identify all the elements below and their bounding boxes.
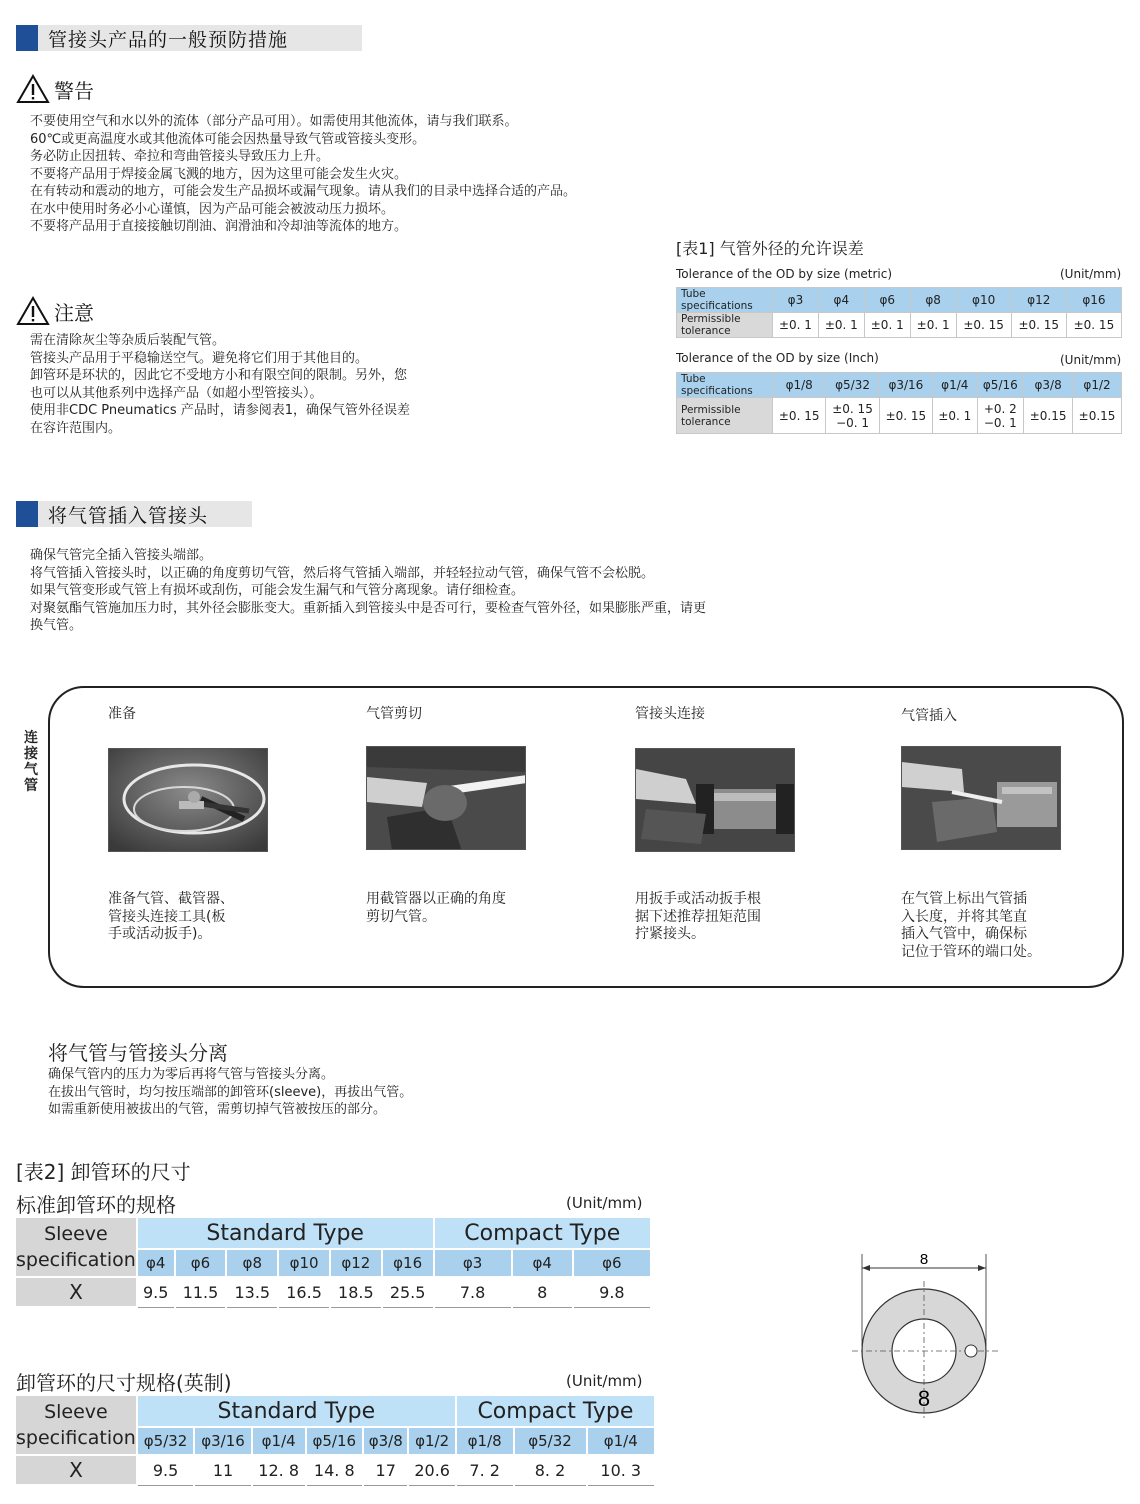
size-cell: φ6 [573, 1249, 651, 1277]
tol-a: ±0. 15 [832, 401, 873, 416]
caution-title: 注意 [54, 300, 94, 325]
size-cell: φ6 [864, 288, 910, 313]
photo-fitting-connection [635, 748, 795, 852]
insert-line: 确保气管完全插入管接头端部。 [30, 548, 213, 563]
desc-line: 用扳手或活动扳手根 [635, 891, 761, 907]
sleeve-notch [965, 1345, 977, 1357]
separate-line: 在拔出气管时，均匀按压端部的卸管环(sleeve)，再拔出气管。 [48, 1084, 413, 1100]
table1-metric-unit: (Unit/mm) [1060, 267, 1122, 281]
section-header-precautions [16, 25, 362, 51]
warning-line: 在有转动和震动的地方，可能会发生产品损坏或漏气现象。请从我们的目录中选择合适的产品。 [30, 184, 577, 199]
row-label: Permissible tolerance [677, 313, 773, 338]
tol-a: ±0. 15 [778, 408, 820, 423]
size-cell: φ4 [512, 1249, 573, 1277]
desc-line: 插入气管中，确保标 [901, 926, 1027, 942]
desc-line: 入长度，并将其笔直 [901, 908, 1027, 925]
size-cell: φ1/8 [773, 373, 826, 398]
tolerance-cell: ±0. 1 [818, 313, 864, 338]
spec-label: Sleeve [44, 1223, 108, 1245]
insert-text [30, 547, 706, 635]
caution-line: 在容许范围内。 [30, 420, 122, 436]
value-cell: 9.5 [137, 1455, 194, 1485]
warning-line: 不要将产品用于直接接触切削油、润滑油和冷却油等流体的地方。 [30, 219, 408, 234]
side-char: 气 [24, 762, 38, 778]
size-cell: φ3/8 [1024, 373, 1073, 398]
desc-line: 记位于管环的端口处。 [901, 943, 1041, 960]
size-cell: φ3 [773, 288, 819, 313]
step-desc-fitting [635, 891, 761, 944]
separate-line: 确保气管内的压力为零后再将气管与管接头分离。 [48, 1067, 335, 1082]
table1-metric-caption: Tolerance of the OD by size (metric) [676, 267, 893, 281]
value-cell: 7.8 [434, 1277, 512, 1307]
table1-metric [676, 287, 1122, 338]
caution-line: 使用非CDC Pneumatics 产品时，请参阅表1，确保气管外径误差 [30, 403, 411, 418]
size-cell: φ8 [910, 288, 956, 313]
table2-title: [表2] 卸管环的尺寸 [16, 1160, 191, 1184]
size-cell: φ5/32 [137, 1427, 194, 1455]
size-cell: φ6 [175, 1249, 227, 1277]
standard-type-header: Standard Type [137, 1395, 456, 1427]
separate-text [48, 1066, 412, 1119]
warning-line: 务必防止因扭转、牵拉和弯曲管接头导致压力上升。 [30, 149, 330, 164]
size-cell: φ1/2 [1073, 373, 1122, 398]
value-cell: 11 [194, 1455, 251, 1485]
step-title-insert: 气管插入 [901, 708, 957, 724]
photo-tube-cutting [366, 746, 526, 850]
desc-line: 剪切气管。 [366, 908, 436, 925]
value-cell: 13.5 [226, 1277, 278, 1307]
insert-line: 对聚氨酯气管施加压力时，其外径会膨胀变大。重新插入到管接头中是否可行，要检查气管外径，如果膨胀严重，请更 [30, 600, 707, 616]
tol-a: +0. 2 [983, 401, 1017, 416]
size-cell: φ1/4 [252, 1427, 306, 1455]
value-cell: 12. 8 [252, 1455, 306, 1485]
tolerance-cell: ±0. 1 [864, 313, 910, 338]
warning-heading [16, 74, 94, 104]
desc-line: 管接头连接工具(板 [108, 908, 226, 925]
size-cell: φ8 [226, 1249, 278, 1277]
warning-line: 60℃或更高温度水或其他流体可能会因热量导致气管或管接头变形。 [30, 131, 426, 147]
sleeve-dimension-diagram [840, 1246, 1010, 1426]
size-cell: φ12 [1011, 288, 1066, 313]
step-desc-insert [901, 891, 1041, 961]
size-cell: φ12 [330, 1249, 382, 1277]
size-cell: φ16 [1066, 288, 1121, 313]
compact-type-header: Compact Type [434, 1217, 651, 1249]
size-cell: φ5/32 [514, 1427, 587, 1455]
size-cell: φ5/16 [306, 1427, 363, 1455]
value-cell: 20.6 [408, 1455, 455, 1485]
tol-b: −0. 1 [983, 415, 1017, 430]
section-title: 管接头产品的一般预防措施 [48, 28, 289, 51]
photo-tube-insertion [901, 746, 1061, 850]
tol-a: ±0. 15 [885, 408, 927, 423]
tolerance-cell [933, 398, 977, 434]
value-cell: 9.5 [137, 1277, 175, 1307]
spec-header [15, 1395, 137, 1455]
size-cell: φ1/4 [587, 1427, 656, 1455]
value-cell: 8. 2 [514, 1455, 587, 1485]
value-cell: 16.5 [278, 1277, 330, 1307]
desc-line: 拧紧接头。 [635, 926, 705, 942]
dimension-label-top: 8 [919, 1251, 929, 1268]
size-cell: φ3 [434, 1249, 512, 1277]
tolerance-cell [879, 398, 932, 434]
size-cell: φ1/2 [408, 1427, 455, 1455]
spec-header [15, 1217, 137, 1277]
row-label: Tube specifications [677, 288, 773, 313]
row-label: Permissible tolerance [677, 398, 773, 434]
insert-line: 如果气管变形或气管上有损坏或刮伤，可能会发生漏气和气管分离现象。请仔细检查。 [30, 583, 525, 598]
spec-label: specification [16, 1249, 136, 1271]
tol-b: −0. 1 [836, 415, 870, 430]
size-cell: φ16 [382, 1249, 434, 1277]
desc-line: 用截管器以正确的角度 [366, 891, 506, 907]
size-cell: φ4 [137, 1249, 175, 1277]
step-title-cut: 气管剪切 [366, 706, 422, 722]
value-cell: 11.5 [175, 1277, 227, 1307]
caution-heading [16, 296, 94, 326]
insert-line: 换气管。 [30, 618, 83, 633]
warning-line: 不要使用空气和水以外的流体（部分产品可用）。如需使用其他流体，请与我们联系。 [30, 114, 518, 129]
value-cell: 9.8 [573, 1277, 651, 1307]
step-title-prepare: 准备 [108, 706, 136, 722]
size-cell: φ10 [956, 288, 1011, 313]
tolerance-cell: ±0. 15 [956, 313, 1011, 338]
side-char: 接 [24, 746, 38, 762]
side-char: 管 [24, 778, 38, 794]
warning-title: 警告 [54, 78, 94, 103]
tolerance-cell [977, 398, 1024, 434]
size-cell: φ1/8 [456, 1427, 514, 1455]
warning-line: 不要将产品用于焊接金属飞溅的地方，因为这里可能会发生火灾。 [30, 166, 408, 182]
value-cell: 17 [363, 1455, 408, 1485]
tolerance-cell: ±0. 1 [773, 313, 819, 338]
step-desc-cut [366, 891, 506, 926]
tol-a: ±0.15 [1029, 408, 1067, 423]
tolerance-cell [1024, 398, 1073, 434]
side-char: 连 [24, 730, 38, 746]
size-cell: φ4 [818, 288, 864, 313]
tolerance-cell [826, 398, 879, 434]
tol-a: ±0.15 [1078, 408, 1116, 423]
table2-standard-unit: (Unit/mm) [566, 1194, 643, 1212]
photo-prepare-tools [108, 748, 268, 852]
table1-title: [表1] 气管外径的允许误差 [676, 239, 864, 258]
table2-standard-subtitle: 标准卸管环的规格 [16, 1193, 176, 1217]
warning-line: 在水中使用时务必小心谨慎，因为产品可能会被波动压力损坏。 [30, 201, 395, 217]
step-title-fitting: 管接头连接 [635, 706, 705, 722]
table2-inch-unit: (Unit/mm) [566, 1372, 643, 1390]
size-cell: φ3/8 [363, 1427, 408, 1455]
value-cell: 25.5 [382, 1277, 434, 1307]
section-marker [16, 501, 38, 527]
caution-line: 卸管环是环状的，因此它不受地方小和有限空间的限制。另外，您 [30, 368, 408, 383]
warning-text [30, 113, 576, 236]
size-cell: φ3/16 [194, 1427, 251, 1455]
value-cell: 10. 3 [587, 1455, 656, 1485]
caution-line: 也可以从其他系列中选择产品（如超小型管接头）。 [30, 385, 323, 401]
tolerance-cell: ±0. 15 [1066, 313, 1121, 338]
insert-line: 将气管插入管接头时，以正确的角度剪切气管，然后将气管插入端部，并轻轻拉动气管，确保气管不会松脱。 [30, 565, 655, 581]
desc-line: 在气管上标出气管插 [901, 891, 1027, 907]
table1-inch-unit: (Unit/mm) [1060, 353, 1122, 367]
step-desc-prepare [108, 891, 234, 944]
tolerance-cell: ±0. 15 [1011, 313, 1066, 338]
row-label: Tube specifications [677, 373, 773, 398]
table2-inch-subtitle: 卸管环的尺寸规格(英制) [16, 1371, 232, 1395]
value-cell: 8 [512, 1277, 573, 1307]
value-cell: 14. 8 [306, 1455, 363, 1485]
caution-line: 需在清除灰尘等杂质后装配气管。 [30, 333, 226, 348]
table2-inch [14, 1394, 656, 1486]
caution-icon [16, 296, 50, 326]
tolerance-cell [773, 398, 826, 434]
warning-icon [16, 74, 50, 104]
value-cell: 18.5 [330, 1277, 382, 1307]
compact-type-header: Compact Type [456, 1395, 655, 1427]
spec-label: Sleeve [44, 1401, 108, 1423]
size-cell: φ5/16 [977, 373, 1024, 398]
size-cell: φ10 [278, 1249, 330, 1277]
row-label-x: X [15, 1455, 137, 1485]
connect-side-label [23, 730, 39, 794]
caution-line: 管接头产品用于平稳输送空气。避免将它们用于其他目的。 [30, 350, 369, 366]
table1-inch-caption: Tolerance of the OD by size (Inch) [676, 351, 879, 365]
desc-line: 准备气管、截管器、 [108, 891, 234, 907]
section-header-insert [16, 501, 252, 527]
section-title: 将气管插入管接头 [48, 504, 209, 527]
size-cell: φ5/32 [826, 373, 879, 398]
tolerance-cell [1073, 398, 1122, 434]
separate-title: 将气管与管接头分离 [48, 1041, 228, 1065]
spec-label: specification [16, 1427, 136, 1449]
table1-inch [676, 372, 1122, 434]
dimension-label-center: 8 [917, 1386, 931, 1411]
standard-type-header: Standard Type [137, 1217, 434, 1249]
caution-text [30, 332, 410, 437]
separate-line: 如需重新使用被拔出的气管，需剪切掉气管被按压的部分。 [48, 1102, 387, 1117]
desc-line: 据下述推荐扭矩范围 [635, 908, 761, 925]
value-cell: 7. 2 [456, 1455, 514, 1485]
table2-standard [14, 1216, 652, 1308]
row-label-x: X [15, 1277, 137, 1307]
size-cell: φ3/16 [879, 373, 932, 398]
tol-a: ±0. 1 [938, 408, 972, 423]
section-marker [16, 25, 38, 51]
tolerance-cell: ±0. 1 [910, 313, 956, 338]
size-cell: φ1/4 [933, 373, 977, 398]
desc-line: 手或活动扳手)。 [108, 926, 212, 942]
